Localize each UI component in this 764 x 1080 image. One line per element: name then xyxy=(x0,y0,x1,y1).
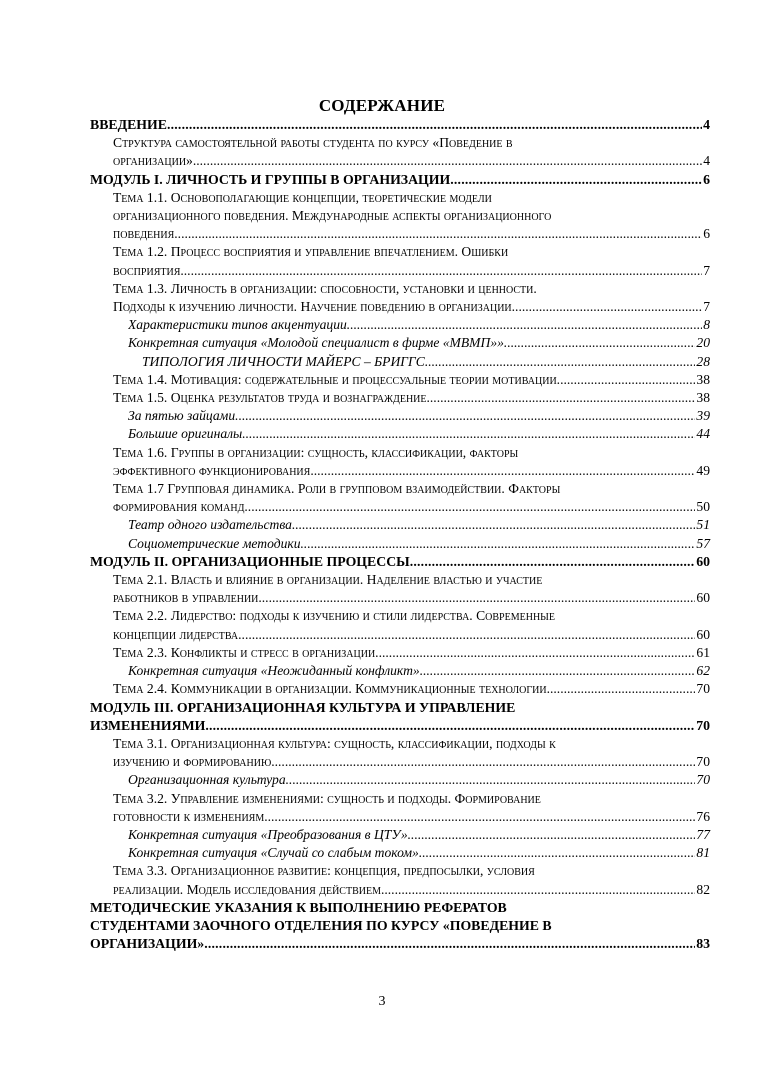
toc-title: СОДЕРЖАНИЕ xyxy=(318,96,446,115)
toc-entry-leader xyxy=(128,516,695,534)
toc-entry-leader xyxy=(128,316,702,334)
toc-entry-leader xyxy=(90,116,702,134)
toc-entry-text: Подходы к изучению личности. Научение поведению в организации. xyxy=(113,299,516,315)
toc-entry-text: Конкретная ситуация «Преобразования в ЦТУ» xyxy=(128,826,408,842)
toc-entry-text: поведения. xyxy=(113,226,178,242)
toc-entry-text: изучению и формированию. xyxy=(113,754,275,770)
toc-entry-leader xyxy=(113,644,695,662)
toc-subtopic-entry[interactable] xyxy=(90,771,710,789)
toc-entry-text: Театр одного издательства xyxy=(128,517,292,533)
toc-entry-text: организации» xyxy=(113,153,193,169)
toc-entry-leader xyxy=(128,826,695,844)
toc-entry-leader xyxy=(113,753,695,771)
toc-entry-text: Тема 1.3. Личность в организации: способности, установки и ценности. xyxy=(113,280,537,296)
toc-entry-text: Социометрические методики xyxy=(128,535,301,551)
toc-entry-leader xyxy=(113,152,702,170)
toc-entry-text: Тема 1.4. Мотивация: содержательные и процессуальные теории мотивации. xyxy=(113,371,561,387)
toc-entry-leader xyxy=(113,298,702,316)
toc-topic-entry[interactable] xyxy=(90,134,710,170)
toc-entry-leader xyxy=(113,498,695,516)
toc-entry-text: ИЗМЕНЕНИЯМИ xyxy=(90,717,206,733)
toc-entry-text: Тема 1.1. Основополагающие концепции, теоретические модели xyxy=(113,189,492,205)
toc-subtopic-entry[interactable] xyxy=(90,353,710,371)
toc-subtopic-entry[interactable] xyxy=(90,844,710,862)
page-number: 3 xyxy=(378,994,386,1009)
toc-subtopic-entry[interactable] xyxy=(90,662,710,680)
toc-topic-entry[interactable] xyxy=(90,680,710,698)
toc-entry-text: реализации. Модель исследования действием. xyxy=(113,881,385,897)
toc-entry-text: работников в управлении. xyxy=(113,590,262,606)
toc-topic-entry[interactable] xyxy=(90,571,710,607)
toc-subtopic-entry[interactable] xyxy=(90,535,710,553)
toc-topic-entry[interactable] xyxy=(90,371,710,389)
toc-entry-page: 7 xyxy=(703,299,710,315)
toc-entry-leader xyxy=(113,225,702,243)
toc-entry-page: 44 xyxy=(696,426,710,442)
toc-entry-page: 81 xyxy=(696,845,710,861)
toc-entry-page: 60 xyxy=(696,590,710,606)
toc-entry-text: формирования команд. xyxy=(113,499,248,515)
toc-entry-page: 51 xyxy=(696,517,710,533)
toc-entry-leader xyxy=(90,935,695,953)
toc-entry-page: 62 xyxy=(696,663,710,679)
toc-entry-text: ВВЕДЕНИЕ xyxy=(90,117,167,132)
toc-entry-page: 57 xyxy=(696,535,710,551)
toc-entry-text: организационного поведения. Международные аспекты организационного xyxy=(113,208,552,224)
toc-entry-page: 8 xyxy=(703,317,710,333)
toc-entry-page: 77 xyxy=(696,826,710,842)
toc-entry-page: 50 xyxy=(696,499,710,515)
toc-entry-text: МОДУЛЬ III. ОРГАНИЗАЦИОННАЯ КУЛЬТУРА И УПРАВЛЕНИЕ xyxy=(90,699,516,715)
toc-entry-page: 83 xyxy=(696,936,710,952)
toc-entry-text: Конкретная ситуация «Молодой специалист в фирме «МВМП»» xyxy=(128,335,504,351)
toc-entry-text: МОДУЛЬ I. ЛИЧНОСТЬ И ГРУППЫ В ОРГАНИЗАЦИИ xyxy=(90,171,451,187)
toc-topic-entry[interactable] xyxy=(90,790,710,826)
toc-entry-text: Тема 2.1. Власть и влияние в организации. Наделение властью и участие xyxy=(113,572,543,588)
toc-entry-page: 60 xyxy=(696,553,710,569)
toc-entry-text: За пятью зайцами xyxy=(128,408,236,424)
toc-entry-page: 49 xyxy=(696,462,710,478)
toc-subtopic-entry[interactable] xyxy=(90,316,710,334)
toc-entry-leader xyxy=(128,844,695,862)
toc-entry-leader xyxy=(113,371,695,389)
toc-subtopic-entry[interactable] xyxy=(90,334,710,352)
toc-entry-leader xyxy=(90,171,702,189)
toc-entry-leader xyxy=(113,462,695,480)
toc-entry-leader xyxy=(113,626,695,644)
toc-entry-leader xyxy=(113,262,702,280)
toc-topic-entry[interactable] xyxy=(90,607,710,643)
table-of-contents xyxy=(90,116,710,953)
toc-entry-text: Конкретная ситуация «Неожиданный конфликт» xyxy=(128,663,420,679)
toc-entry-page: 4 xyxy=(703,153,710,169)
toc-section-entry[interactable] xyxy=(90,699,710,735)
toc-entry-text: Тема 1.7 Групповая динамика. Роли в групповом взаимодействии. Факторы xyxy=(113,481,561,497)
toc-topic-entry[interactable] xyxy=(90,644,710,662)
toc-entry-text: Тема 3.1. Организационная культура: сущность, классификации, подходы к xyxy=(113,735,556,751)
toc-topic-entry[interactable] xyxy=(90,280,710,316)
toc-entry-text: СТУДЕНТАМИ ЗАОЧНОГО ОТДЕЛЕНИЯ ПО КУРСУ «ПОВЕДЕНИЕ В xyxy=(90,917,552,933)
toc-entry-text: эффективного функционирования xyxy=(113,462,311,478)
toc-topic-entry[interactable] xyxy=(90,480,710,516)
toc-section-entry[interactable] xyxy=(90,553,710,571)
toc-entry-text: МОДУЛЬ II. ОРГАНИЗАЦИОННЫЕ ПРОЦЕССЫ xyxy=(90,553,410,569)
toc-entry-leader xyxy=(113,881,695,899)
toc-entry-leader xyxy=(113,808,695,826)
toc-entry-page: 70 xyxy=(696,772,710,788)
toc-subtopic-entry[interactable] xyxy=(90,425,710,443)
toc-topic-entry[interactable] xyxy=(90,389,710,407)
toc-entry-text: восприятия. xyxy=(113,262,184,278)
toc-entry-text: Структура самостоятельной работы студента по курсу «Поведение в xyxy=(113,135,513,151)
toc-entry-text: Тема 1.2. Процесс восприятия и управление впечатлением. Ошибки xyxy=(113,244,509,260)
toc-entry-page: 39 xyxy=(696,408,710,424)
toc-entry-text: ОРГАНИЗАЦИИ» xyxy=(90,936,205,952)
toc-entry-page: 82 xyxy=(696,881,710,897)
toc-entry-page: 6 xyxy=(703,226,710,242)
toc-topic-entry[interactable] xyxy=(90,243,710,279)
toc-entry-leader xyxy=(128,334,695,352)
toc-entry-text: концепции лидерства xyxy=(113,626,239,642)
toc-entry-text: МЕТОДИЧЕСКИЕ УКАЗАНИЯ К ВЫПОЛНЕНИЮ РЕФЕРАТОВ xyxy=(90,899,507,915)
toc-section-entry[interactable] xyxy=(90,899,710,954)
toc-entry-text: Организационная культура xyxy=(128,772,286,788)
toc-subtopic-entry[interactable] xyxy=(90,826,710,844)
toc-entry-text: Большие оригиналы xyxy=(128,426,243,442)
toc-entry-page: 61 xyxy=(696,644,710,660)
toc-entry-page: 20 xyxy=(696,335,710,351)
toc-entry-page: 4 xyxy=(703,117,710,132)
toc-entry-page: 70 xyxy=(696,717,710,733)
toc-entry-page: 6 xyxy=(703,171,710,187)
toc-entry-leader xyxy=(128,535,695,553)
toc-entry-leader xyxy=(113,589,695,607)
toc-entry-leader xyxy=(128,407,695,425)
toc-entry-text: Характеристики типов акцентуации xyxy=(128,317,347,333)
toc-entry-text: Тема 1.5. Оценка результатов труда и вознаграждение xyxy=(113,390,427,406)
toc-entry-leader xyxy=(142,353,695,371)
toc-topic-entry[interactable] xyxy=(90,444,710,480)
toc-entry-text: Тема 1.6. Группы в организации: сущность, классификации, факторы xyxy=(113,444,519,460)
toc-entry-leader xyxy=(90,553,695,571)
toc-entry-text: готовности к изменениям. xyxy=(113,808,268,824)
toc-entry-page: 28 xyxy=(696,353,710,369)
toc-entry-leader xyxy=(113,680,695,698)
toc-entry-leader xyxy=(113,389,695,407)
toc-entry-page: 38 xyxy=(696,371,710,387)
toc-subtopic-entry[interactable] xyxy=(90,407,710,425)
toc-entry-page: 76 xyxy=(696,808,710,824)
toc-topic-entry[interactable] xyxy=(90,862,710,898)
toc-entry-page: 70 xyxy=(696,754,710,770)
toc-entry-text: Тема 2.3. Конфликты и стресс в организации. xyxy=(113,644,379,660)
toc-section-entry[interactable] xyxy=(90,171,710,189)
toc-entry-page: 70 xyxy=(696,681,710,697)
toc-entry-text: ТИПОЛОГИЯ ЛИЧНОСТИ МАЙЕРС – БРИГГС xyxy=(142,353,425,369)
toc-entry-page: 7 xyxy=(703,262,710,278)
toc-entry-leader xyxy=(128,662,695,680)
toc-topic-entry[interactable] xyxy=(90,189,710,244)
toc-topic-entry[interactable] xyxy=(90,735,710,771)
toc-section-entry[interactable] xyxy=(90,116,710,134)
toc-entry-page: 60 xyxy=(696,626,710,642)
toc-entry-page: 38 xyxy=(696,390,710,406)
toc-entry-text: Тема 3.3. Организационное развитие: концепция, предпосылки, условия xyxy=(113,863,535,879)
toc-entry-leader xyxy=(128,771,695,789)
toc-entry-leader xyxy=(90,717,695,735)
toc-entry-text: Тема 2.4. Коммуникации в организации. Коммуникационные технологии. xyxy=(113,681,550,697)
toc-entry-leader xyxy=(128,425,695,443)
toc-entry-text: Конкретная ситуация «Случай со слабым током» xyxy=(128,845,419,861)
toc-entry-text: Тема 3.2. Управление изменениями: сущность и подходы. Формирование xyxy=(113,790,541,806)
toc-entry-text: Тема 2.2. Лидерство: подходы к изучению и стили лидерства. Современные xyxy=(113,608,555,624)
toc-subtopic-entry[interactable] xyxy=(90,516,710,534)
